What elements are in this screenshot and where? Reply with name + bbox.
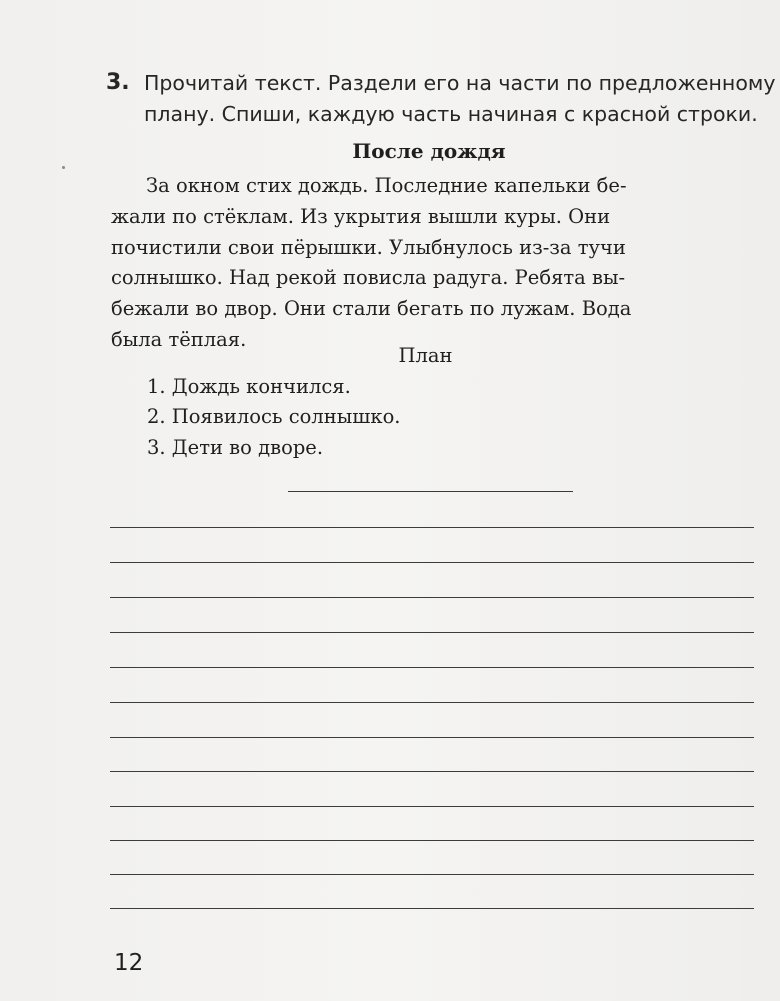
- answer-line[interactable]: [110, 632, 754, 633]
- page-number: 12: [114, 950, 144, 976]
- plan-item-3: 3. Дети во дворе.: [147, 436, 324, 459]
- answer-line[interactable]: [110, 908, 754, 909]
- text-line-5: бежали во двор. Они стали бегать по лужам. Вода: [111, 297, 632, 320]
- task-number: 3.: [106, 70, 130, 95]
- task-line-2: плану. Спиши, каждую часть начиная с красной строки.: [144, 102, 758, 126]
- task-line-1: Прочитай текст. Раздели его на части по предложенному: [144, 71, 776, 95]
- text-line-6: была тёплая.: [111, 328, 247, 351]
- answer-line[interactable]: [110, 874, 754, 875]
- plan-title: План: [398, 344, 453, 367]
- answer-line[interactable]: [110, 527, 754, 528]
- answer-line[interactable]: [110, 702, 754, 703]
- text-line-2: жали по стёклам. Из укрытия вышли куры. Они: [111, 205, 611, 228]
- text-title: После дождя: [352, 139, 506, 163]
- answer-line[interactable]: [110, 597, 754, 598]
- text-line-1: За окном стих дождь. Последние капельки бе-: [146, 174, 627, 197]
- answer-line[interactable]: [110, 562, 754, 563]
- plan-item-1: 1. Дождь кончился.: [147, 375, 351, 398]
- answer-line[interactable]: [110, 737, 754, 738]
- text-line-3: почистили свои пёрышки. Улыбнулось из-за тучи: [111, 236, 626, 259]
- text-line-4: солнышко. Над рекой повисла радуга. Ребята вы-: [111, 266, 626, 289]
- answer-title-line[interactable]: [288, 491, 573, 492]
- answer-line[interactable]: [110, 771, 754, 772]
- paper-speck: [62, 166, 65, 169]
- plan-item-2: 2. Появилось солнышко.: [147, 405, 401, 428]
- answer-line[interactable]: [110, 806, 754, 807]
- answer-line[interactable]: [110, 840, 754, 841]
- answer-line[interactable]: [110, 667, 754, 668]
